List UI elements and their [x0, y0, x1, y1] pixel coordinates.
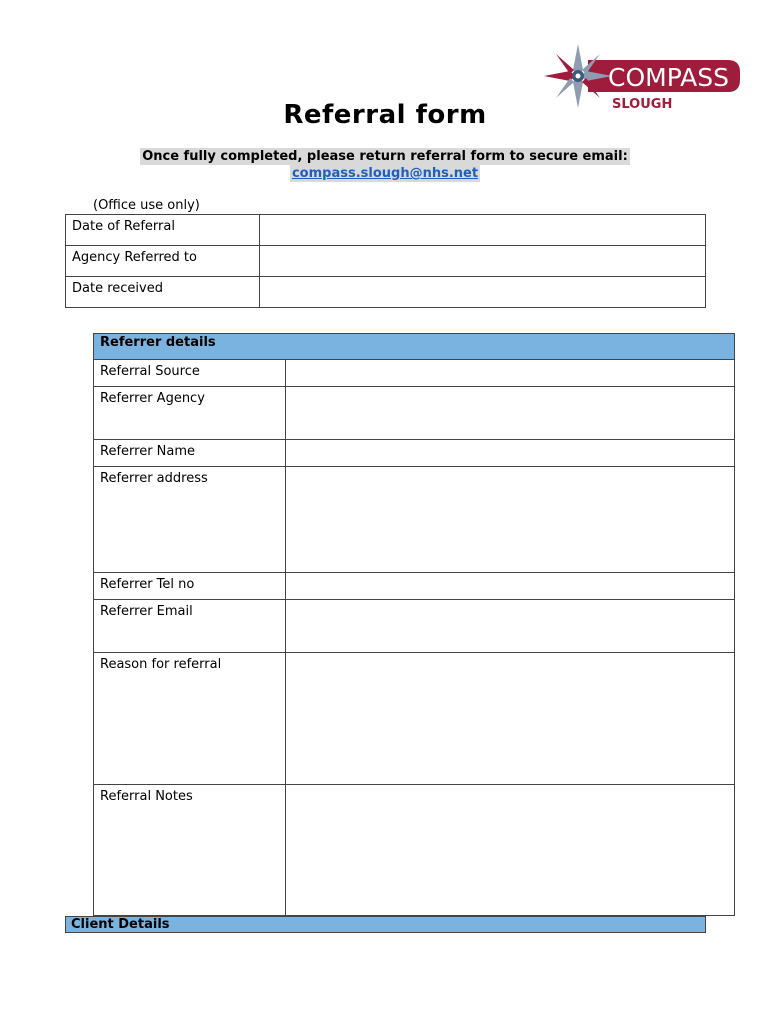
office-row-label: Date received — [66, 277, 260, 308]
referrer-address-field[interactable] — [286, 467, 735, 573]
instructions-label: Once fully completed, please return referral form to secure email: — [142, 149, 628, 164]
instructions-text — [0, 149, 770, 164]
table-row — [94, 387, 735, 440]
table-row — [66, 215, 706, 246]
referrer-tel-field[interactable] — [286, 573, 735, 600]
page-title: Referral form — [283, 100, 487, 130]
table-row — [94, 360, 735, 387]
table-row — [94, 467, 735, 573]
email-row — [0, 166, 770, 181]
office-row-label: Date of Referral — [66, 215, 260, 246]
referral-source-field[interactable] — [286, 360, 735, 387]
referrer-row-label: Referral Source — [94, 360, 286, 387]
logo-name: COMPASS — [608, 63, 730, 92]
table-row — [94, 573, 735, 600]
table-row — [66, 277, 706, 308]
table-row — [94, 653, 735, 785]
table-row — [66, 246, 706, 277]
agency-referred-to-field[interactable] — [260, 246, 706, 277]
table-row — [94, 600, 735, 653]
table-row — [94, 785, 735, 916]
referrer-row-label: Referrer Tel no — [94, 573, 286, 600]
reason-for-referral-field[interactable] — [286, 653, 735, 785]
referrer-agency-field[interactable] — [286, 387, 735, 440]
office-use-note: (Office use only) — [93, 198, 200, 213]
logo-sub: SLOUGH — [612, 97, 673, 112]
referrer-details-header: Referrer details — [94, 334, 735, 360]
date-of-referral-field[interactable] — [260, 215, 706, 246]
office-use-table — [65, 214, 706, 308]
referrer-details-table — [93, 333, 735, 916]
office-row-label: Agency Referred to — [66, 246, 260, 277]
table-row — [94, 440, 735, 467]
date-received-field[interactable] — [260, 277, 706, 308]
email-link[interactable]: compass.slough@nhs.net — [291, 166, 479, 181]
client-details-header: Client Details — [65, 916, 706, 933]
referral-notes-field[interactable] — [286, 785, 735, 916]
referrer-row-label: Referrer address — [94, 467, 286, 573]
referrer-row-label: Reason for referral — [94, 653, 286, 785]
referrer-row-label: Referral Notes — [94, 785, 286, 916]
referrer-row-label: Referrer Agency — [94, 387, 286, 440]
referrer-row-label: Referrer Name — [94, 440, 286, 467]
referrer-row-label: Referrer Email — [94, 600, 286, 653]
referrer-name-field[interactable] — [286, 440, 735, 467]
referrer-email-field[interactable] — [286, 600, 735, 653]
